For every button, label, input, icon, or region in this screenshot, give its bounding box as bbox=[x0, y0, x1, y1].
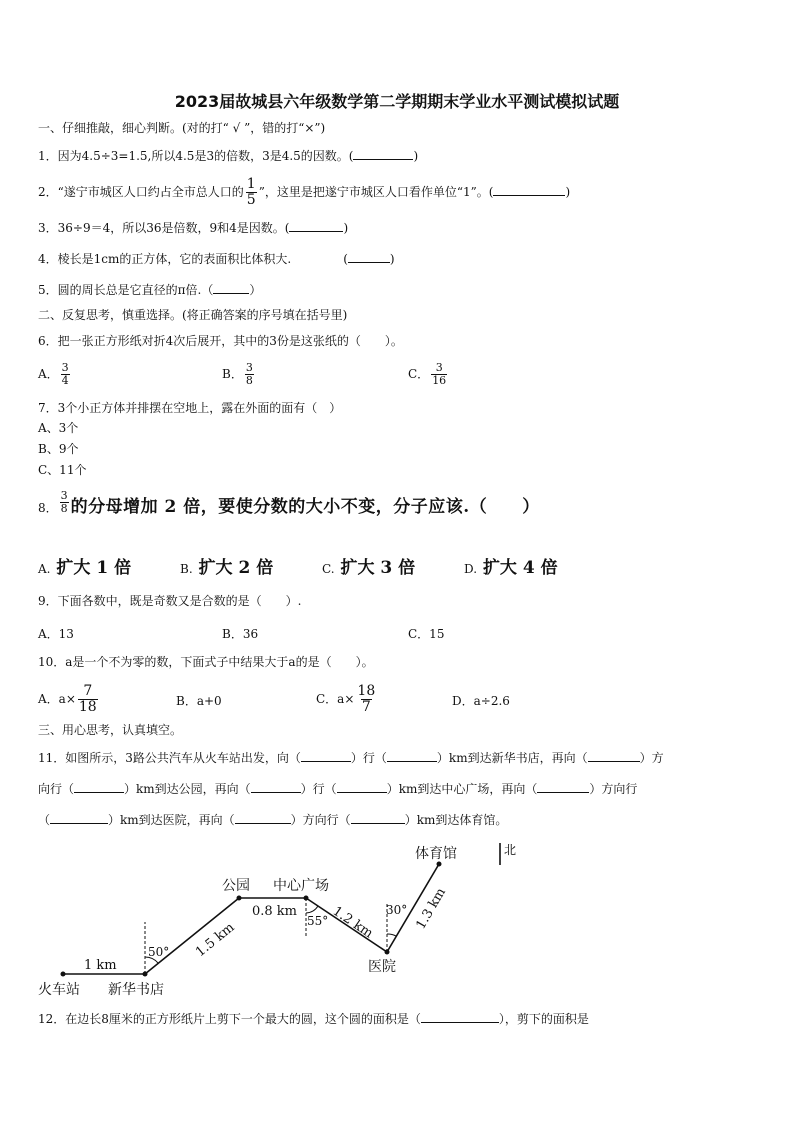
fraction: $\frac{18}{7}$ bbox=[357, 683, 376, 715]
angle-label: 30° bbox=[386, 903, 408, 917]
option-b[interactable]: B． $\frac{3}{8}$ bbox=[222, 361, 253, 387]
answer-blank[interactable] bbox=[348, 251, 390, 263]
fraction: $\frac{3}{8}$ bbox=[245, 361, 253, 387]
question-10: 10．a是一个不为零的数，下面式子中结果大于a的是（ ）。 bbox=[38, 655, 374, 669]
distance-label: 1.5 km bbox=[193, 920, 238, 961]
distance-label: 1.3 km bbox=[413, 885, 449, 932]
option-c[interactable]: C. 扩大 3 倍 bbox=[322, 558, 416, 578]
angle-label: 55° bbox=[307, 914, 329, 928]
option-a[interactable]: A．13 bbox=[38, 627, 74, 641]
fraction: $\frac{1}{5}$ bbox=[246, 176, 256, 208]
question-12: 12．在边长8厘米的正方形纸片上剪下一个最大的圆，这个圆的面积是（ ），剪下的面积是 bbox=[38, 1012, 589, 1026]
page-title: 2023届故城县六年级数学第二学期期末学业水平测试模拟试题 bbox=[174, 92, 620, 111]
answer-blank[interactable] bbox=[351, 812, 405, 824]
option-c[interactable]: C．15 bbox=[408, 627, 445, 641]
answer-blank[interactable] bbox=[213, 282, 249, 294]
option-d[interactable]: D. 扩大 4 倍 bbox=[464, 558, 558, 578]
answer-blank[interactable] bbox=[353, 148, 413, 160]
park-label: 公园 bbox=[222, 878, 250, 894]
answer-blank[interactable] bbox=[337, 781, 387, 793]
question-9: 9．下面各数中，既是奇数又是合数的是（ ）. bbox=[38, 594, 302, 608]
option-b[interactable]: B、9个 bbox=[38, 442, 79, 456]
fraction: $\frac{7}{18}$ bbox=[78, 683, 97, 715]
question-1: 1．因为4.5÷3=1.5,所以4.5是3的倍数，3是4.5的因数。( ) bbox=[38, 149, 419, 163]
fraction: $\frac{3}{16}$ bbox=[432, 361, 447, 387]
answer-blank[interactable] bbox=[50, 812, 108, 824]
distance-label: 1 km bbox=[84, 958, 117, 973]
option-a[interactable]: A. 扩大 1 倍 bbox=[38, 558, 132, 578]
stadium-point bbox=[437, 862, 442, 867]
question-2: 2．“遂宁市城区人口约占全市总人口的 $\frac{1}{5}$ ”，这里是把遂宁市城区人口看作单位“1”。( ) bbox=[38, 176, 571, 208]
question-8: 8． $\frac{3}{8}$ 的分母增加 2 倍，要使分数的大小不变，分子应该.（ ） bbox=[38, 489, 540, 517]
center-point bbox=[304, 896, 309, 901]
bookstore-point bbox=[143, 972, 148, 977]
stadium-label: 体育馆 bbox=[415, 846, 457, 862]
section-1-heading: 一、仔细推敲，细心判断。(对的打“ √ ”，错的打“×”) bbox=[38, 121, 326, 135]
question-5: 5．圆的周长总是它直径的π倍.（ ） bbox=[38, 283, 262, 297]
question-11-line-3: （ ）km到达医院，再向（ ）方向行（ ）km到达体育馆。 bbox=[38, 813, 508, 827]
question-4: 4．棱长是1cm的正方体，它的表面积比体积大. ( ) bbox=[38, 252, 395, 266]
answer-blank[interactable] bbox=[387, 750, 437, 762]
option-d[interactable]: D．a÷2.6 bbox=[452, 694, 510, 708]
answer-blank[interactable] bbox=[289, 220, 343, 232]
option-c[interactable]: C．a× $\frac{18}{7}$ bbox=[316, 683, 376, 715]
question-6: 6．把一张正方形纸对折4次后展开，其中的3份是这张纸的（ ）。 bbox=[38, 334, 403, 348]
hospital-label: 医院 bbox=[368, 959, 396, 975]
answer-blank[interactable] bbox=[235, 812, 291, 824]
section-3-heading: 三、用心思考，认真填空。 bbox=[38, 723, 183, 737]
answer-blank[interactable] bbox=[251, 781, 301, 793]
question-7: 7．3个小正方体并排摆在空地上，露在外面的面有（ ） bbox=[38, 401, 342, 415]
option-a[interactable]: A．a× $\frac{7}{18}$ bbox=[38, 683, 97, 715]
distance-label: 1.2 km bbox=[329, 903, 376, 942]
answer-blank[interactable] bbox=[588, 750, 640, 762]
answer-blank[interactable] bbox=[421, 1011, 499, 1023]
option-b[interactable]: B．36 bbox=[222, 627, 259, 641]
fraction: $\frac{3}{4}$ bbox=[61, 361, 69, 387]
station-point bbox=[61, 972, 66, 977]
fraction: $\frac{3}{8}$ bbox=[60, 489, 68, 515]
option-a[interactable]: A． $\frac{3}{4}$ bbox=[38, 361, 69, 387]
answer-blank[interactable] bbox=[537, 781, 589, 793]
distance-label: 0.8 km bbox=[252, 904, 298, 919]
option-b[interactable]: B．a+0 bbox=[176, 694, 222, 708]
hospital-point bbox=[385, 950, 390, 955]
route-map bbox=[30, 835, 570, 1005]
answer-blank[interactable] bbox=[301, 750, 351, 762]
question-3: 3．36÷9＝4，所以36是倍数，9和4是因数。( ) bbox=[38, 221, 349, 235]
question-11-line-2: 向行（ ）km到达公园，再向（ ）行（ ）km到达中心广场，再向（ ）方向行 bbox=[38, 782, 638, 796]
answer-blank[interactable] bbox=[493, 184, 565, 196]
option-c[interactable]: C、11个 bbox=[38, 463, 87, 477]
park-point bbox=[237, 896, 242, 901]
answer-blank[interactable] bbox=[74, 781, 124, 793]
bookstore-label: 新华书店 bbox=[108, 982, 164, 998]
station-label: 火车站 bbox=[38, 982, 80, 998]
option-a[interactable]: A、3个 bbox=[38, 421, 79, 435]
north-label: 北 bbox=[504, 843, 517, 857]
option-b[interactable]: B. 扩大 2 倍 bbox=[180, 558, 274, 578]
question-11-line-1: 11．如图所示，3路公共汽车从火车站出发，向（ ）行（ ）km到达新华书店，再向（ ）方 bbox=[38, 751, 664, 765]
option-c[interactable]: C． $\frac{3}{16}$ bbox=[408, 361, 447, 387]
section-2-heading: 二、反复思考，慎重选择。(将正确答案的序号填在括号里) bbox=[38, 308, 348, 322]
angle-label: 50° bbox=[148, 945, 170, 959]
center-label: 中心广场 bbox=[273, 878, 329, 894]
